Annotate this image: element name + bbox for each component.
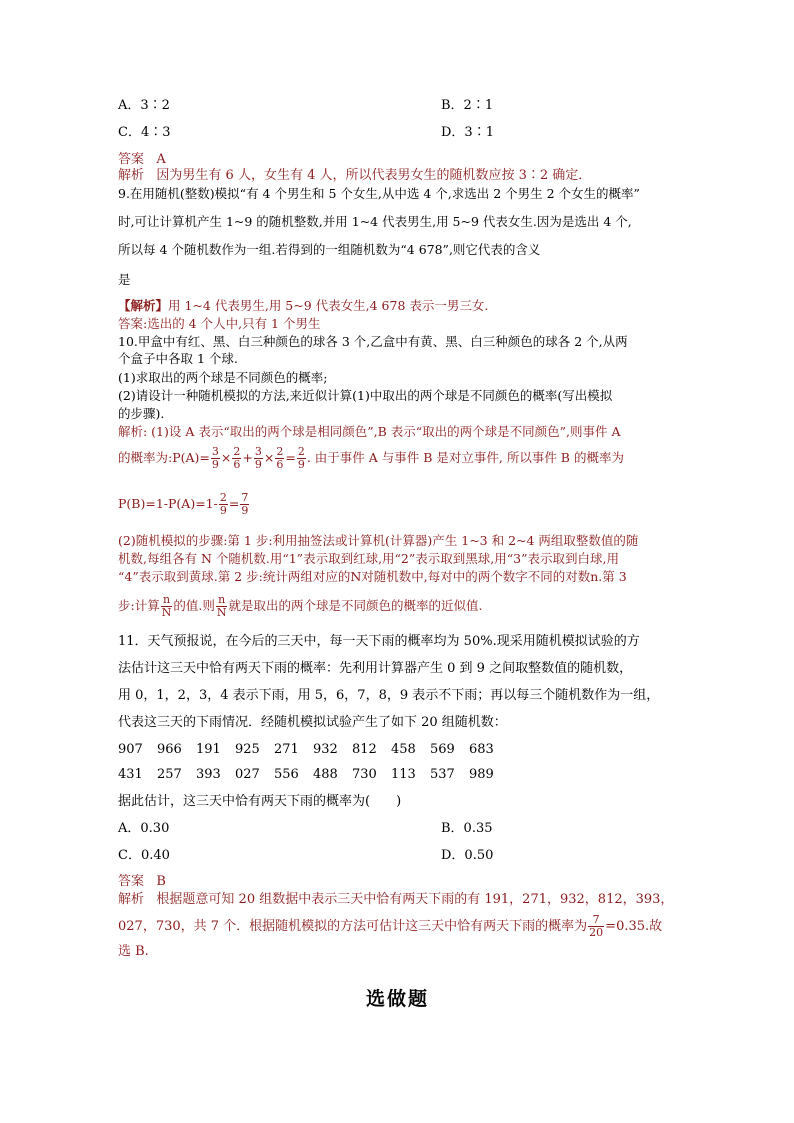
random-number: 113 xyxy=(391,767,416,782)
random-number: 257 xyxy=(157,767,182,782)
random-number-row-2 xyxy=(118,767,508,783)
q9-line-1: 9.在用随机(整数)模拟“有 4 个男生和 5 个女生,从中选 4 个,求选出 2 个男生 2 个女生的概率” xyxy=(118,186,640,201)
q10-solution-4: (2)随机模拟的步骤:第 1 步:利用抽签法或计算机(计算器)产生 1~3 和 2~4 两组取整数值的随 xyxy=(118,533,639,548)
random-number: 393 xyxy=(196,767,221,782)
q11-line-1: 11．天气预报说，在今后的三天中，每一天下雨的概率均为 50%.现采用随机模拟试验的方 xyxy=(118,634,640,649)
q8-option-a: A．3∶2 xyxy=(118,98,170,113)
random-number: 907 xyxy=(118,742,143,757)
q11-analysis-1: 解析 根据题意可知 20 组数据中表示三天中恰有两天下雨的有 191，271，932，812，393， xyxy=(118,892,674,907)
random-number: 431 xyxy=(118,767,143,782)
q9-line-2: 时,可让计算机产生 1~9 的随机整数,并用 1~4 代表男生,用 5~9 代表女生.因为是选出 4 个, xyxy=(118,214,632,229)
random-number: 569 xyxy=(430,742,455,757)
q10-sub-1: (1)求取出的两个球是不同颜色的概率; xyxy=(118,370,328,385)
fraction: $\frac{2}{9}$ xyxy=(297,445,305,472)
q11-question: 据此估计，这三天中恰有两天下雨的概率为( ) xyxy=(118,794,402,809)
q8-option-d: D．3∶1 xyxy=(441,125,494,140)
fraction: $\frac{2}{6}$ xyxy=(233,445,241,472)
q8-analysis: 解析 因为男生有 6 人，女生有 4 人，所以代表男女生的随机数应按 3∶2 确定． xyxy=(118,168,592,183)
fraction: $\frac{7}{20}$ xyxy=(589,913,604,940)
random-number: 556 xyxy=(274,767,299,782)
q9-line-4: 是 xyxy=(118,272,131,287)
q11-option-c: C．0.40 xyxy=(118,848,170,863)
q11-option-d: D．0.50 xyxy=(441,848,494,863)
q8-option-b: B．2∶1 xyxy=(441,98,494,113)
q10-solution-1: 解析: (1)设 A 表示“取出的两个球是相同颜色”,B 表示“取出的两个球是不同颜色”,则事件 A xyxy=(118,424,621,439)
q11-answer: 答案 B xyxy=(118,874,166,889)
fraction: $\frac{3}{9}$ xyxy=(254,445,262,472)
q10-solution-6: “4”表示取到黄球.第 2 步:统计两组对应的N对随机数中,每对中的两个数字不同的对数n.第 3 xyxy=(118,569,627,584)
random-number: 683 xyxy=(469,742,494,757)
q9-answer: 答案:选出的 4 个人中,只有 1 个男生 xyxy=(118,316,321,331)
q10-line-1: 10.甲盒中有红、黑、白三种颜色的球各 3 个,乙盒中有黄、黑、白三种颜色的球各 2 个,从两 xyxy=(118,334,628,349)
random-number: 271 xyxy=(274,742,299,757)
q9-analysis: 【解析】用 1~4 代表男生,用 5~9 代表女生,4 678 表示一男三女. xyxy=(118,298,489,313)
random-number: 458 xyxy=(391,742,416,757)
q11-line-2: 法估计这三天中恰有两天下雨的概率：先利用计算器产生 0 到 9 之间取整数值的随机数， xyxy=(118,661,633,676)
q10-solution-7: 步:计算 $\frac{n}{N}$ 的值.则 $\frac{n}{N}$ 就是取出的两个球是不同颜色的概率的近似值. xyxy=(118,593,483,620)
random-number: 537 xyxy=(430,767,455,782)
section-title: 选做题 xyxy=(366,988,430,1010)
q10-solution-5: 机数,每组各有 N 个随机数.用“1”表示取到红球,用“2”表示取到黑球,用“3”表示取到白球,用 xyxy=(118,551,619,566)
random-number: 488 xyxy=(313,767,338,782)
fraction: $\frac{n}{N}$ xyxy=(216,593,227,620)
fraction: $\frac{n}{N}$ xyxy=(161,593,172,620)
fraction: $\frac{7}{9}$ xyxy=(241,491,249,518)
random-number: 989 xyxy=(469,767,494,782)
random-number: 966 xyxy=(157,742,182,757)
fraction: $\frac{2}{6}$ xyxy=(276,445,284,472)
q10-solution-3: P(B)=1-P(A)=1- $\frac{2}{9}$ = $\frac{7}{9}$ xyxy=(118,491,249,518)
random-number: 730 xyxy=(352,767,377,782)
fraction: $\frac{3}{9}$ xyxy=(211,445,219,472)
random-number: 191 xyxy=(196,742,221,757)
q11-option-b: B．0.35 xyxy=(441,821,493,836)
q10-sub-2b: 的步骤). xyxy=(118,406,165,421)
q11-line-4: 代表这三天的下雨情况．经随机模拟试验产生了如下 20 组随机数： xyxy=(118,715,507,730)
q10-line-2: 个盒子中各取 1 个球. xyxy=(118,351,238,366)
random-number: 932 xyxy=(313,742,338,757)
random-number: 925 xyxy=(235,742,260,757)
q10-solution-2: 的概率为:P(A)= $\frac{3}{9}$ × $\frac{2}{6}$ + $\frac{3}{9}$ × $\frac{2}{6}$ = $\frac{2}{9}$ . 由于事件 A 与事件 B 是对立事件, 所以事件 B 的概率为 xyxy=(118,445,624,472)
random-number: 812 xyxy=(352,742,377,757)
q10-sub-2a: (2)请设计一种随机模拟的方法,来近似计算(1)中取出的两个球是不同颜色的概率(写出模拟 xyxy=(118,388,613,403)
q11-analysis-3: 选 B. xyxy=(118,944,149,959)
q11-analysis-2: 027，730，共 7 个．根据随机模拟的方法可估计这三天中恰有两天下雨的概率为 $\frac{7}{20}$ =0.35.故 xyxy=(118,913,663,940)
q11-option-a: A．0.30 xyxy=(118,821,170,836)
fraction: $\frac{2}{9}$ xyxy=(219,491,227,518)
random-number: 027 xyxy=(235,767,260,782)
q11-line-3: 用 0，1，2，3，4 表示下雨，用 5，6，7，8，9 表示不下雨；再以每三个随机数作为一组， xyxy=(118,688,660,703)
q9-line-3: 所以每 4 个随机数作为一组.若得到的一组随机数为“4 678”,则它代表的含义 xyxy=(118,242,541,257)
q8-option-c: C．4∶3 xyxy=(118,125,171,140)
random-number-row-1 xyxy=(118,742,508,758)
q8-answer: 答案 A xyxy=(118,152,166,167)
